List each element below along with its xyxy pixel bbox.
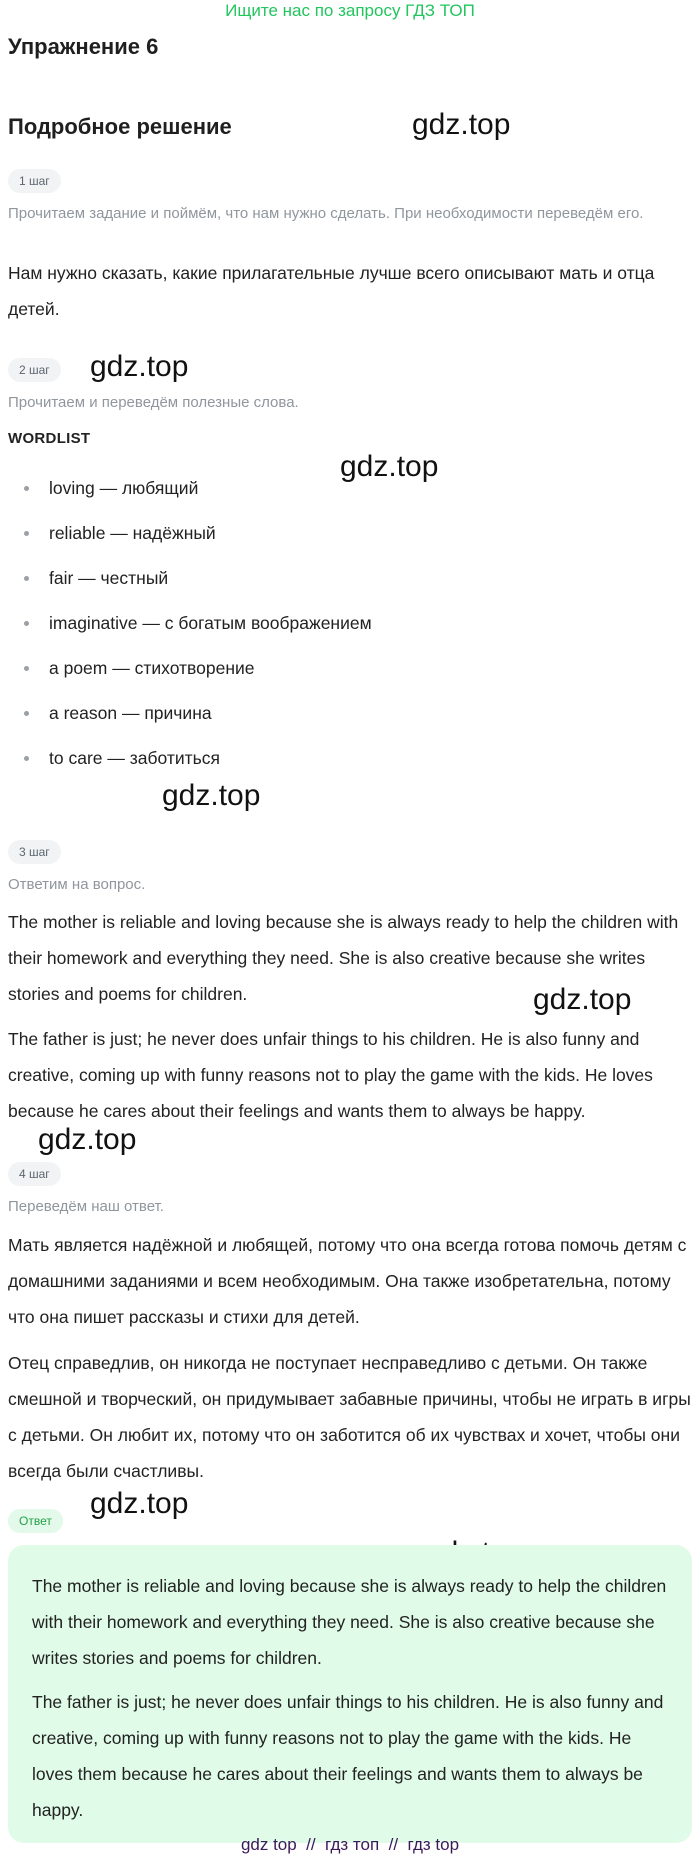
step-3-badge [8, 840, 61, 864]
bullet-icon [24, 531, 29, 536]
word-text: fair — честный [49, 568, 169, 588]
footer-links: gdz top // гдз топ // гдз top [240, 1835, 460, 1854]
step-label: 1 шаг [8, 169, 61, 193]
list-item [24, 656, 664, 701]
step-3-paragraph-2: The father is just; he never does unfair things to his children. He is also funny and creative, coming up with funny reasons not to play the game with the kids. He loves because he cares about their feelings and wants them to always be happy. [8, 1029, 653, 1121]
step-label: 2 шаг [8, 358, 61, 382]
watermark: gdz.top [162, 779, 261, 812]
word-text: a poem — стихотворение [49, 658, 255, 678]
word-text: reliable — надёжный [49, 523, 216, 543]
step-4-badge [8, 1162, 61, 1186]
list-item [24, 476, 664, 521]
watermark: gdz.top [533, 983, 632, 1016]
wordlist-title: WORDLIST [8, 430, 91, 447]
step-label: 4 шаг [8, 1162, 61, 1186]
wordlist [24, 476, 664, 791]
word-text: loving — любящий [49, 478, 199, 498]
answer-paragraph-2: The father is just; he never does unfair things to his children. He is also funny and creative, coming up with funny reasons not to play the game with the kids. He loves them because he cares about their feelings and wants them to always be happy. [32, 1692, 664, 1820]
step-2-hint: Прочитаем и переведём полезные слова. [8, 394, 299, 411]
search-banner: Ищите нас по запросу ГДЗ ТОП [225, 1, 475, 20]
word-text: a reason — причина [49, 703, 212, 723]
list-item [24, 701, 664, 746]
step-label: 3 шаг [8, 840, 61, 864]
step-2-badge [8, 358, 61, 382]
list-item [24, 521, 664, 566]
word-text: to care — заботиться [49, 748, 221, 768]
step-4-hint: Переведём наш ответ. [8, 1198, 164, 1215]
list-item [24, 566, 664, 611]
watermark: gdz.top [38, 1123, 137, 1156]
answer-label: Ответ [8, 1509, 63, 1533]
step-4-paragraph-2: Отец справедлив, он никогда не поступает несправедливо с детьми. Он также смешной и творческий, он придумывает забавные причины, чтобы не играть в игры с детьми. Он любит их, потому что он заботится об их чувствах и хочет, чтобы они всегда были счастливы. [8, 1353, 691, 1481]
list-item [24, 611, 664, 656]
watermark: gdz.top [90, 350, 189, 383]
step-3-paragraph-1: The mother is reliable and loving because she is always ready to help the children with their homework and everything they need. She is also creative because she writes stories and poems for children. [8, 912, 679, 1004]
watermark: gdz.top [340, 450, 439, 483]
answer-badge [8, 1509, 63, 1533]
bullet-icon [24, 711, 29, 716]
step-3-hint: Ответим на вопрос. [8, 876, 146, 893]
step-1-badge [8, 169, 61, 193]
word-text: imaginative — с богатым воображением [49, 613, 372, 633]
step-1-hint: Прочитаем задание и поймём, что нам нужно сделать. При необходимости переведём его. [8, 205, 644, 222]
bullet-icon [24, 621, 29, 626]
bullet-icon [24, 756, 29, 761]
bullet-icon [24, 486, 29, 491]
answer-paragraph-1: The mother is reliable and loving because she is always ready to help the children with their homework and everything they need. She is also creative because she writes stories and poems for children. [32, 1576, 667, 1668]
list-item [24, 746, 664, 791]
solution-title: Подробное решение [8, 114, 232, 139]
bullet-icon [24, 666, 29, 671]
step-1-text: Нам нужно сказать, какие прилагательные лучше всего описывают мать и отца детей. [8, 263, 655, 319]
exercise-title: Упражнение 6 [8, 34, 159, 59]
bullet-icon [24, 576, 29, 581]
watermark: gdz.top [412, 108, 511, 141]
step-4-paragraph-1: Мать является надёжной и любящей, потому что она всегда готова помочь детям с домашними заданиями и всем необходимым. Она также изобретательна, потому что она пишет рассказы и стихи для детей. [8, 1235, 687, 1327]
watermark: gdz.top [90, 1487, 189, 1520]
